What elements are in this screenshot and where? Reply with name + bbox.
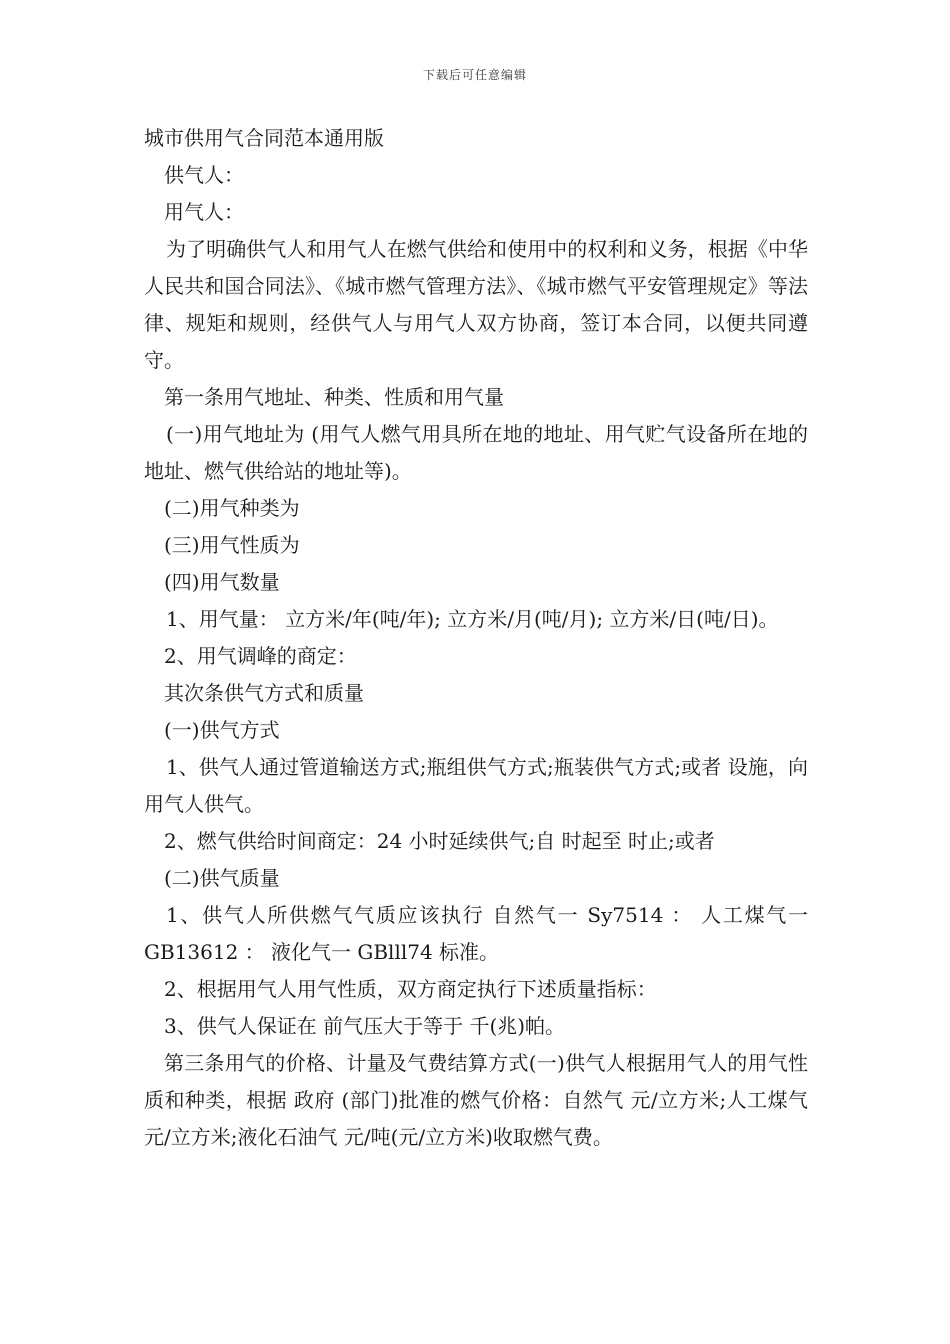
clause-2-1-item-1: 1、供气人通过管道输送方式;瓶组供气方式;瓶装供气方式;或者 设施，向用气人供气。 (144, 755, 808, 816)
document-body (144, 120, 808, 1156)
clause-2-2: (二)供气质量 (164, 866, 280, 890)
clause-1-3: (三)用气性质为 (164, 533, 300, 557)
clause-2-2-item-2: 2、根据用气人用气性质，双方商定执行下述质量指标： (164, 977, 657, 1001)
article-3-paragraph: 第三条用气的价格、计量及气费结算方式(一)供气人根据用气人的用气性质和种类，根据 政府 (部门)批准的燃气价格：自然气 元/立方米;人工煤气 元/立方米;液化石油气 元/吨(元/立方米)收取燃气费。 (144, 1051, 808, 1149)
clause-1-2: (二)用气种类为 (164, 496, 300, 520)
clause-2-1-item-2: 2、燃气供给时间商定：24 小时延续供气;自 时起至 时止;或者 (164, 829, 715, 853)
page-header-note: 下载后可任意编辑 (422, 68, 527, 82)
article-2-heading: 其次条供气方式和质量 (164, 681, 364, 705)
clause-2-2-item-1: 1、供气人所供燃气气质应该执行 自然气一 Sy7514 ： 人工煤气一 GB13612 ： 液化气一 GBlll74 标准。 (144, 903, 808, 964)
clause-1-4: (四)用气数量 (164, 570, 280, 594)
party-user-line: 用气人： (164, 200, 244, 224)
clause-1-4-item-1: 1、用气量： 立方米/年(吨/年); 立方米/月(吨/月); 立方米/日(吨/日)。 (166, 607, 779, 631)
party-supplier-line: 供气人： (164, 163, 244, 187)
clause-1-1: (一)用气地址为 (用气人燃气用具所在地的地址、用气贮气设备所在地的地址、燃气供给站的地址等)。 (144, 422, 808, 483)
preamble-paragraph: 为了明确供气人和用气人在燃气供给和使用中的权利和义务，根据《中华人民共和国合同法》、《城市燃气管理方法》、《城市燃气平安管理规定》等法律、规矩和规则，经供气人与用气人双方协商，签订本合同，以便共同遵守。 (144, 237, 808, 372)
clause-1-4-item-2: 2、用气调峰的商定： (164, 644, 357, 668)
clause-2-2-item-3: 3、供气人保证在 前气压大于等于 千(兆)帕。 (164, 1014, 566, 1038)
clause-2-1: (一)供气方式 (164, 718, 280, 742)
article-1-heading: 第一条用气地址、种类、性质和用气量 (164, 385, 504, 409)
document-title: 城市供用气合同范本通用版 (144, 126, 384, 150)
